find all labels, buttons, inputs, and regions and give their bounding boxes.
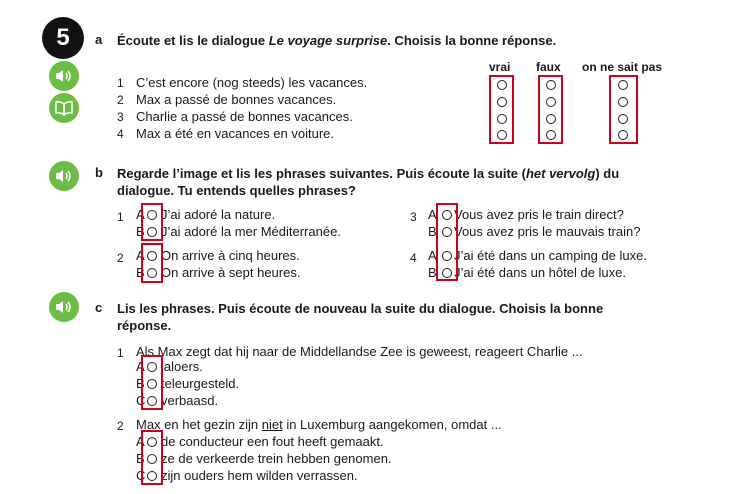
option-text: zijn ouders hem wilden verrassen. xyxy=(161,468,358,483)
statement-text: C’est encore (nog steeds) les vacances. xyxy=(136,75,368,90)
radio-c1-b[interactable] xyxy=(147,379,157,389)
radio-c1-c[interactable] xyxy=(147,396,157,406)
group-number: 3 xyxy=(410,210,417,224)
option-letter: A xyxy=(428,207,437,222)
option-text: jaloers. xyxy=(161,359,203,374)
radio-b4-b[interactable] xyxy=(442,268,452,278)
statement-number: 3 xyxy=(117,110,124,124)
header-faux: faux xyxy=(536,60,561,74)
option-letter: C xyxy=(136,468,146,483)
question-prompt: Max en het gezin zijn niet in Luxemburg aangekomen, omdat ... xyxy=(136,417,502,432)
statement-text: Max a passé de bonnes vacances. xyxy=(136,92,337,107)
option-text: On arrive à sept heures. xyxy=(161,265,301,280)
header-vrai: vrai xyxy=(489,60,511,74)
option-text: ze de verkeerde trein hebben genomen. xyxy=(161,451,392,466)
part-c-letter: c xyxy=(95,300,103,315)
radio-b3-b[interactable] xyxy=(442,227,452,237)
radio-faux-1[interactable] xyxy=(546,80,556,90)
radio-on-ne-sait-pas-1[interactable] xyxy=(618,80,628,90)
speaker-icon[interactable] xyxy=(49,292,79,322)
radio-c2-a[interactable] xyxy=(147,437,157,447)
part-b-letter: b xyxy=(95,165,103,180)
option-letter: A xyxy=(428,248,437,263)
option-letter: C xyxy=(136,393,146,408)
option-letter: B xyxy=(136,265,145,280)
option-text: J’ai été dans un camping de luxe. xyxy=(454,248,647,263)
option-letter: A xyxy=(136,434,145,449)
question-prompt: Als Max zegt dat hij naar de Middellandse Zee is geweest, reageert Charlie ... xyxy=(136,344,583,359)
radio-vrai-3[interactable] xyxy=(497,114,507,124)
radio-c2-b[interactable] xyxy=(147,454,157,464)
radio-faux-2[interactable] xyxy=(546,97,556,107)
statement-text: Max a été en vacances en voiture. xyxy=(136,126,335,141)
speaker-icon[interactable] xyxy=(49,161,79,191)
option-text: Vous avez pris le train direct? xyxy=(454,207,624,222)
group-number: 2 xyxy=(117,251,124,265)
radio-on-ne-sait-pas-4[interactable] xyxy=(618,130,628,140)
radio-c1-a[interactable] xyxy=(147,362,157,372)
option-letter: B xyxy=(428,224,437,239)
radio-b2-a[interactable] xyxy=(147,251,157,261)
option-text: J’ai adoré la mer Méditerranée. xyxy=(161,224,341,239)
radio-b3-a[interactable] xyxy=(442,210,452,220)
header-on-ne-sait-pas: on ne sait pas xyxy=(582,60,663,74)
radio-b1-a[interactable] xyxy=(147,210,157,220)
option-text: J’ai adoré la nature. xyxy=(161,207,276,222)
part-c-instruction-line1: Lis les phrases. Puis écoute de nouveau la suite du dialogue. Choisis la bonne xyxy=(117,301,604,316)
part-c-instruction-line2: réponse. xyxy=(117,318,172,333)
statement-number: 2 xyxy=(117,93,124,107)
statement-number: 1 xyxy=(117,76,124,90)
exercise-number-badge: 5 xyxy=(42,17,84,59)
radio-faux-4[interactable] xyxy=(546,130,556,140)
open-book-icon[interactable] xyxy=(49,93,79,123)
option-letter: B xyxy=(136,376,145,391)
radio-b2-b[interactable] xyxy=(147,268,157,278)
group-number: 4 xyxy=(410,251,417,265)
option-text: de conducteur een fout heeft gemaakt. xyxy=(161,434,384,449)
statement-text: Charlie a passé de bonnes vacances. xyxy=(136,109,353,124)
option-letter: B xyxy=(136,451,145,466)
option-text: teleurgesteld. xyxy=(161,376,240,391)
option-text: Vous avez pris le mauvais train? xyxy=(454,224,641,239)
part-b-instruction-line1: Regarde l’image et lis les phrases suivantes. Puis écoute la suite (het vervolg) du xyxy=(117,166,620,181)
question-number: 2 xyxy=(117,419,124,433)
speaker-icon[interactable] xyxy=(49,61,79,91)
group-number: 1 xyxy=(117,210,124,224)
part-a-letter: a xyxy=(95,32,103,47)
option-text: verbaasd. xyxy=(161,393,219,408)
radio-vrai-2[interactable] xyxy=(497,97,507,107)
radio-vrai-4[interactable] xyxy=(497,130,507,140)
radio-faux-3[interactable] xyxy=(546,114,556,124)
radio-on-ne-sait-pas-2[interactable] xyxy=(618,97,628,107)
radio-c2-c[interactable] xyxy=(147,471,157,481)
radio-vrai-1[interactable] xyxy=(497,80,507,90)
option-letter: B xyxy=(136,224,145,239)
option-text: J’ai été dans un hôtel de luxe. xyxy=(454,265,627,280)
option-letter: B xyxy=(428,265,437,280)
radio-b1-b[interactable] xyxy=(147,227,157,237)
part-b-instruction-line2: dialogue. Tu entends quelles phrases? xyxy=(117,183,356,198)
question-number: 1 xyxy=(117,346,124,360)
option-letter: A xyxy=(136,359,145,374)
option-letter: A xyxy=(136,248,145,263)
radio-on-ne-sait-pas-3[interactable] xyxy=(618,114,628,124)
part-a-instruction: Écoute et lis le dialogue Le voyage surprise. Choisis la bonne réponse. xyxy=(117,33,557,48)
option-letter: A xyxy=(136,207,145,222)
statement-number: 4 xyxy=(117,127,124,141)
radio-b4-a[interactable] xyxy=(442,251,452,261)
option-text: On arrive à cinq heures. xyxy=(161,248,300,263)
